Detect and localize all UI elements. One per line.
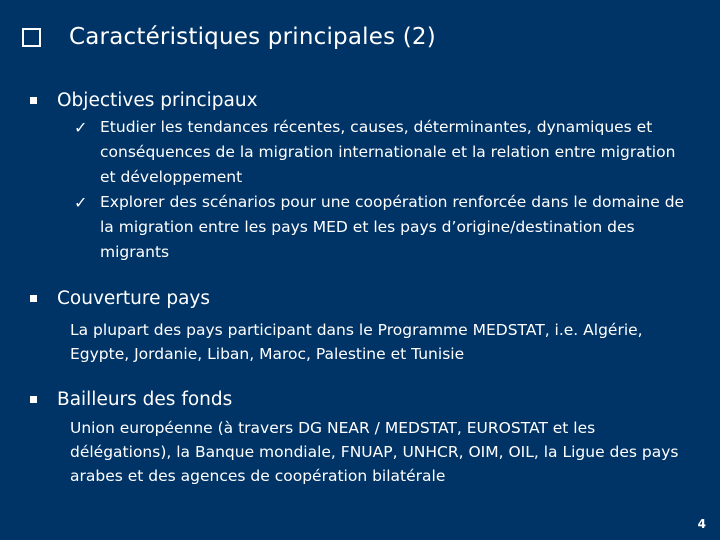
square-bullet-icon xyxy=(30,97,37,104)
coverage-heading: Couverture pays xyxy=(57,288,211,309)
bullet-objectives xyxy=(30,90,258,111)
checkbox-square-icon xyxy=(22,28,41,47)
objective-text-1: Etudier les tendances récentes, causes, déterminantes, dynamiques et conséquences de la migration internationale et la relation entre migration et développement xyxy=(100,118,676,186)
donors-heading: Bailleurs des fonds xyxy=(57,389,233,410)
square-bullet-icon xyxy=(30,396,37,403)
objective-item-1 xyxy=(74,115,694,190)
slide-title: Caractéristiques principales (2) xyxy=(69,24,436,50)
checkmark-icon: ✓ xyxy=(74,118,88,137)
donors-text: Union européenne (à travers DG NEAR / MEDSTAT, EUROSTAT et les délégations), la Banque mondiale, FNUAP, UNHCR, OIM, OIL, la Ligue des pays arabes et des agences de coopération bilatérale xyxy=(70,419,679,485)
checkmark-icon: ✓ xyxy=(74,193,88,212)
objective-text-2: Explorer des scénarios pour une coopération renforcée dans le domaine de la migration entre les pays MED et les pays d’origine/destination des migrants xyxy=(100,193,685,261)
objectives-heading: Objectives principaux xyxy=(57,90,258,111)
page-number: 4 xyxy=(697,517,706,531)
bullet-coverage xyxy=(30,288,210,309)
title-row xyxy=(22,24,436,50)
bullet-donors xyxy=(30,389,232,410)
objective-item-2 xyxy=(74,190,694,265)
coverage-text: La plupart des pays participant dans le Programme MEDSTAT, i.e. Algérie, Egypte, Jordanie, Liban, Maroc, Palestine et Tunisie xyxy=(70,321,643,363)
square-bullet-icon xyxy=(30,295,37,302)
